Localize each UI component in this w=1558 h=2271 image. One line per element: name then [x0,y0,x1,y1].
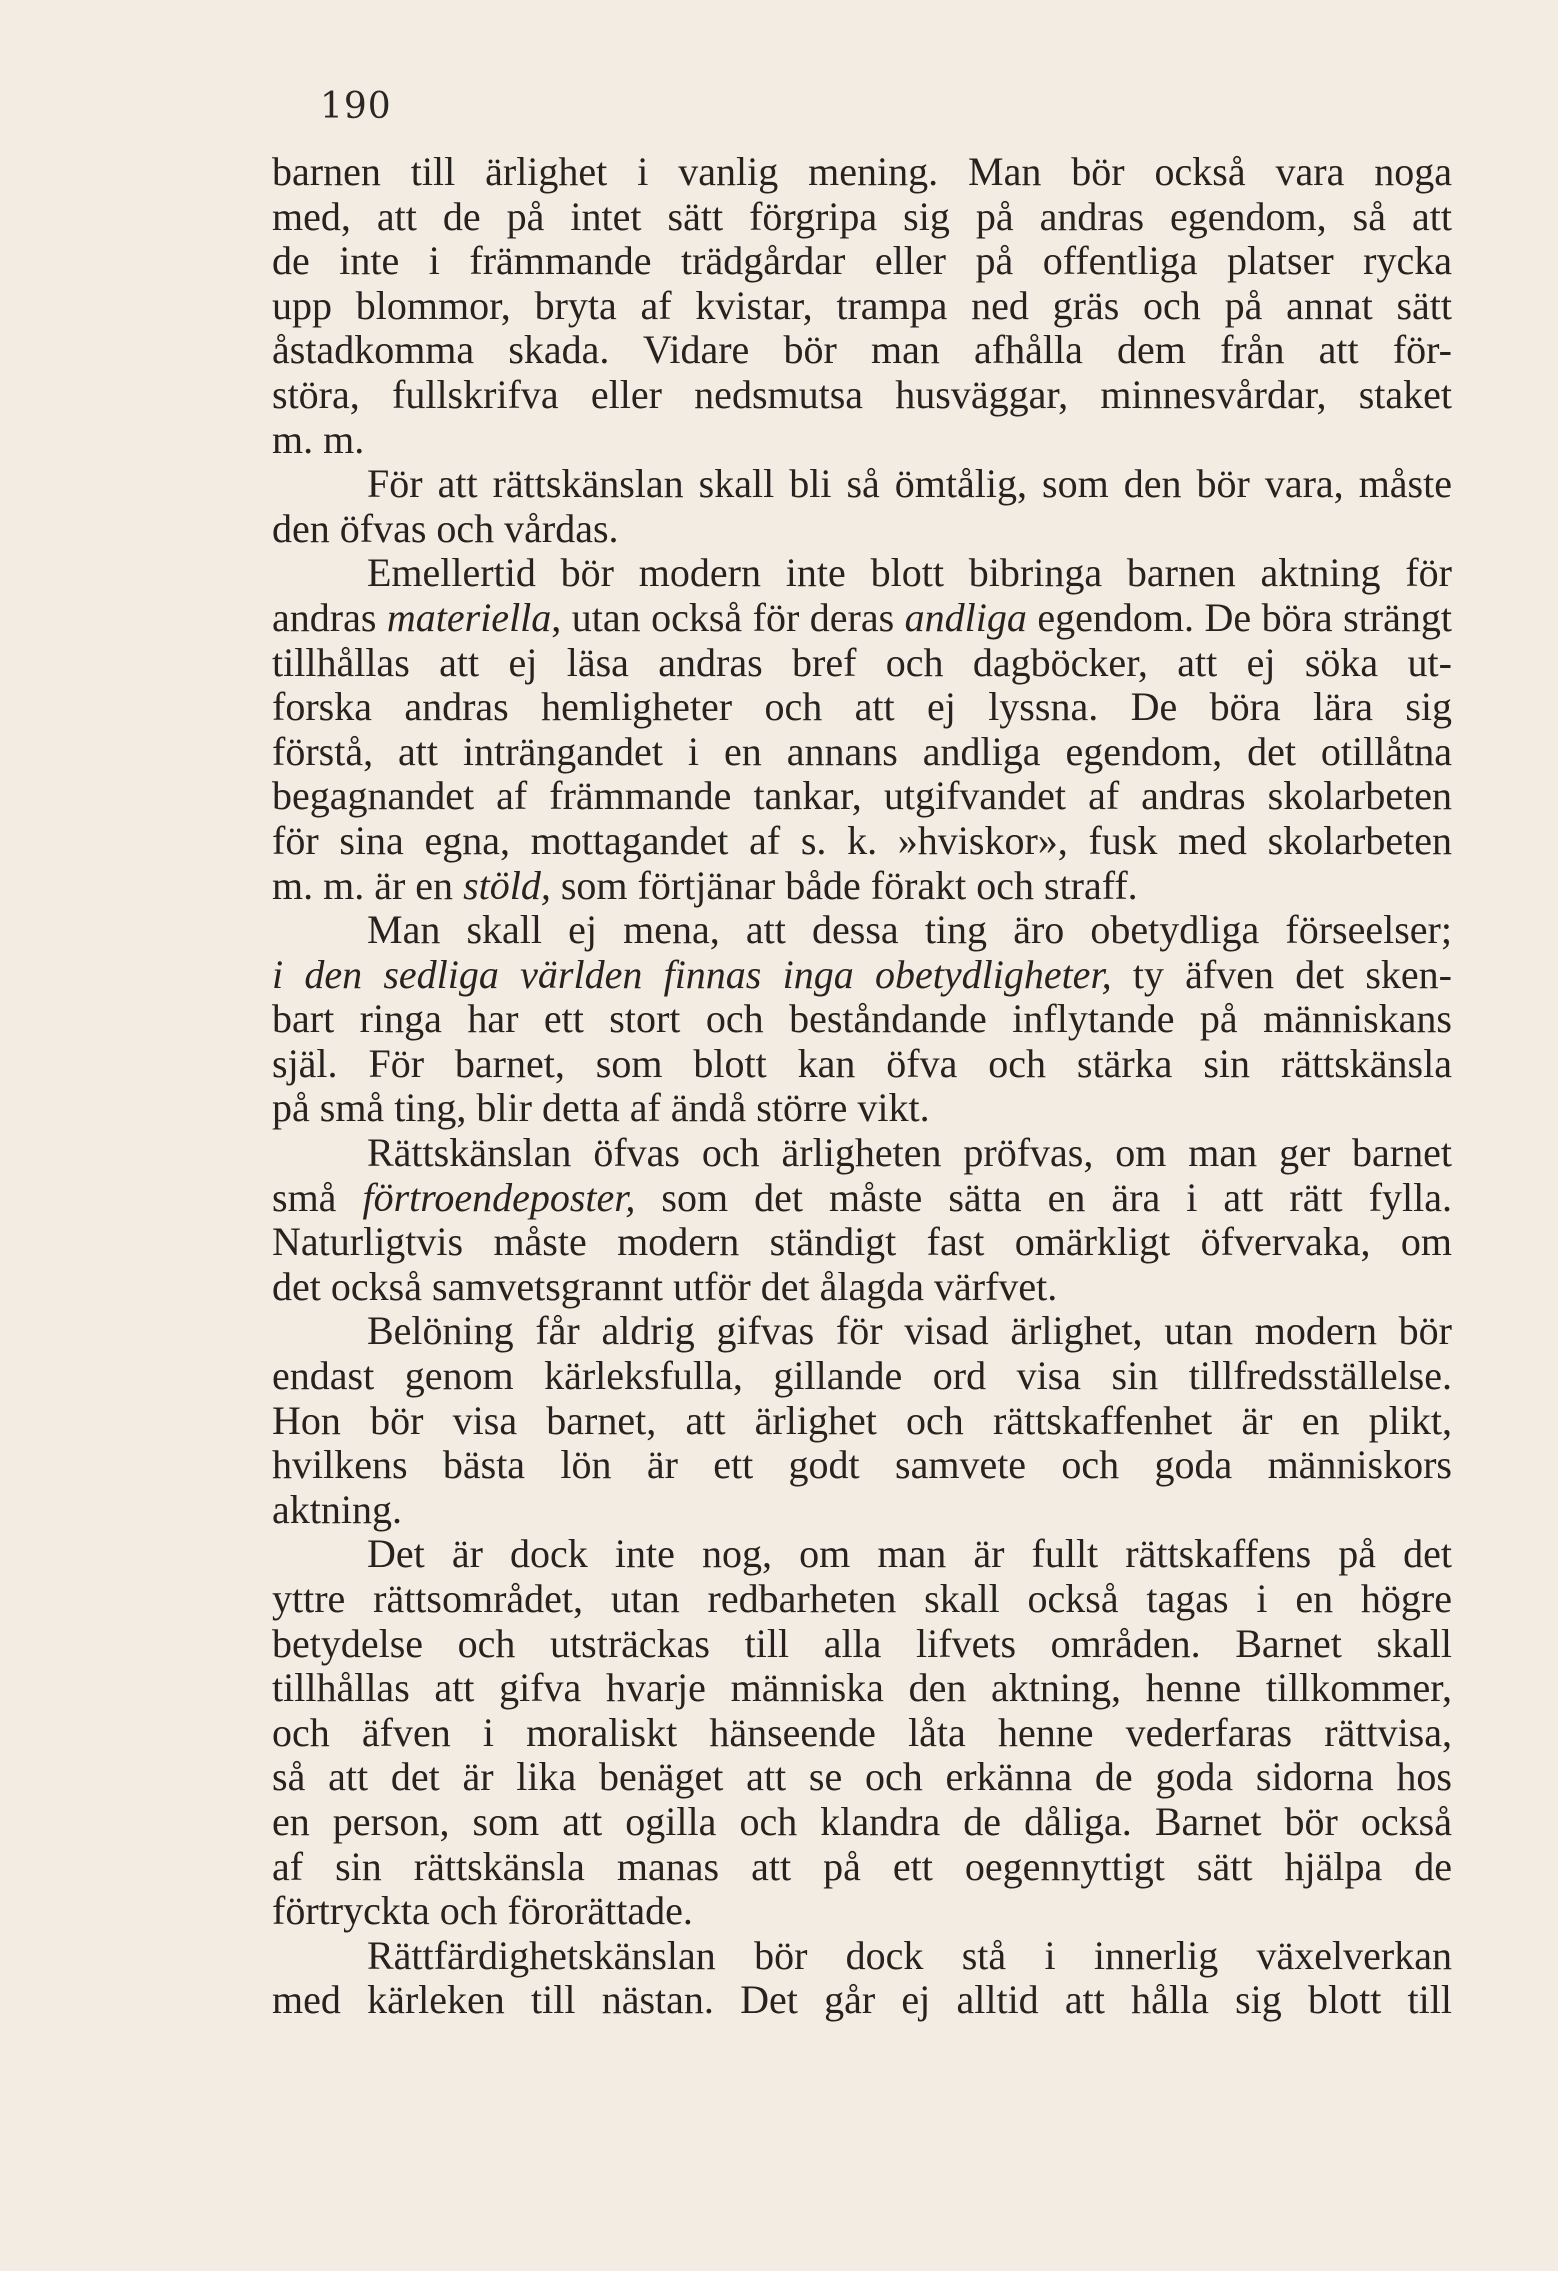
text-line: den öfvas och vårdas. [272,505,619,551]
text-line: och äfven i moraliskt hänseende låta henne vederfaras rättvisa, [272,1709,1452,1755]
text-segment: , utan också för deras [551,594,905,640]
text-line: yttre rättsområdet, utan redbarheten skall också tagas i en högre [272,1576,1452,1621]
text-segment: som det måste sätta en ära i att rätt fylla. [635,1174,1452,1220]
text-line [272,953,1452,998]
text-segment: egendom. De böra strängt [1026,594,1452,640]
text-line: Belöning får aldrig gifvas för visad ärlighet, utan modern bör [367,1308,1452,1354]
text-line: aktning. [272,1486,402,1532]
text-line: med, att de på intet sätt förgripa sig på andras egendom, så att [272,193,1452,239]
body-text [272,150,1452,2023]
page-number: 190 [320,86,392,127]
text-line: hvilkens bästa lön är ett godt samvete och goda människors [272,1442,1452,1488]
text-line [272,1176,1452,1221]
text-line: förtryckta och förorättade. [272,1888,693,1934]
italic-text: materiella [386,594,552,640]
text-line: endast genom kärleksfulla, gillande ord visa sin tillfredsställelse. [272,1353,1452,1399]
text-line: Emellertid bör modern inte blott bibringa barnen aktning för [367,550,1452,596]
text-line: på små ting, blir detta af ändå större vikt. [272,1085,930,1131]
text-line [272,596,1452,641]
text-line: af sin rättskänsla manas att på ett oegennyttigt sätt hjälpa de [272,1843,1452,1889]
text-line: tillhållas att ej läsa andras bref och dagböcker, att ej söka ut- [272,639,1452,685]
text-segment: ty äfven det sken- [1111,951,1453,997]
text-line: begagnandet af främmande tankar, utgifvandet af andras skolarbeten [272,773,1452,819]
text-line: Rättskänslan öfvas och ärligheten pröfvas, om man ger barnet [367,1130,1452,1176]
text-line: Man skall ej mena, att dessa ting äro obetydliga förseelser; [367,907,1452,953]
text-line [272,864,1452,909]
text-line: de inte i främmande trädgårdar eller på offentliga platser rycka [272,238,1452,284]
text-line: en person, som att ogilla och klandra de dåliga. Barnet bör också [272,1798,1452,1844]
text-line: åstadkomma skada. Vidare bör man afhålla dem från att för- [272,327,1452,373]
text-line: betydelse och utsträckas till alla lifvets områden. Barnet skall [272,1620,1452,1666]
text-line: det också samvetsgrannt utför det ålagda värfvet. [272,1263,1058,1309]
text-line: störa, fullskrifva eller nedsmutsa husväggar, minnesvårdar, staket [272,371,1452,417]
text-line: bart ringa har ett stort och beståndande inflytande på människans [272,996,1452,1042]
italic-text: stöld, [463,862,551,908]
text-line: tillhållas att gifva hvarje människa den aktning, henne tillkommer, [272,1665,1452,1711]
text-line: För att rättskänslan skall bli så ömtålig, som den bör vara, måste [367,461,1452,507]
text-segment: som förtjänar både förakt och straff. [550,862,1138,908]
text-line: förstå, att inträngandet i en annans andliga egendom, det otillåtna [272,728,1452,774]
text-line: Hon bör visa barnet, att ärlighet och rättskaffenhet är en plikt, [272,1397,1452,1443]
text-line: forska andras hemligheter och att ej lyssna. De böra lära sig [272,684,1452,730]
text-line: Det är dock inte nog, om man är fullt rättskaffens på det [367,1531,1452,1577]
text-line: så att det är lika benäget att se och erkänna de goda sidorna hos [272,1754,1452,1800]
italic-text: förtroendeposter, [362,1174,636,1220]
text-segment: m. m. är en [272,862,464,908]
text-segment: små [272,1174,363,1220]
text-line: barnen till ärlighet i vanlig mening. Man bör också vara noga [272,149,1452,194]
text-line: Rättfärdighetskänslan bör dock stå i innerlig växelverkan [367,1932,1452,1978]
text-segment: andras [272,594,387,640]
text-line: med kärleken till nästan. Det går ej alltid att hålla sig blott till [272,1977,1452,2023]
text-line: själ. För barnet, som blott kan öfva och stärka sin rättskänsla [272,1040,1452,1086]
text-line: upp blommor, bryta af kvistar, trampa ned gräs och på annat sätt [272,282,1452,328]
text-line: för sina egna, mottagandet af s. k. »hviskor», fusk med skolarbeten [272,817,1452,863]
text-line: m. m. [272,416,365,462]
italic-text: i den sedliga världen finnas inga obetydligheter, [272,951,1112,997]
italic-text: andliga [904,594,1027,640]
text-line: Naturligtvis måste modern ständigt fast omärkligt öfvervaka, om [272,1219,1452,1265]
